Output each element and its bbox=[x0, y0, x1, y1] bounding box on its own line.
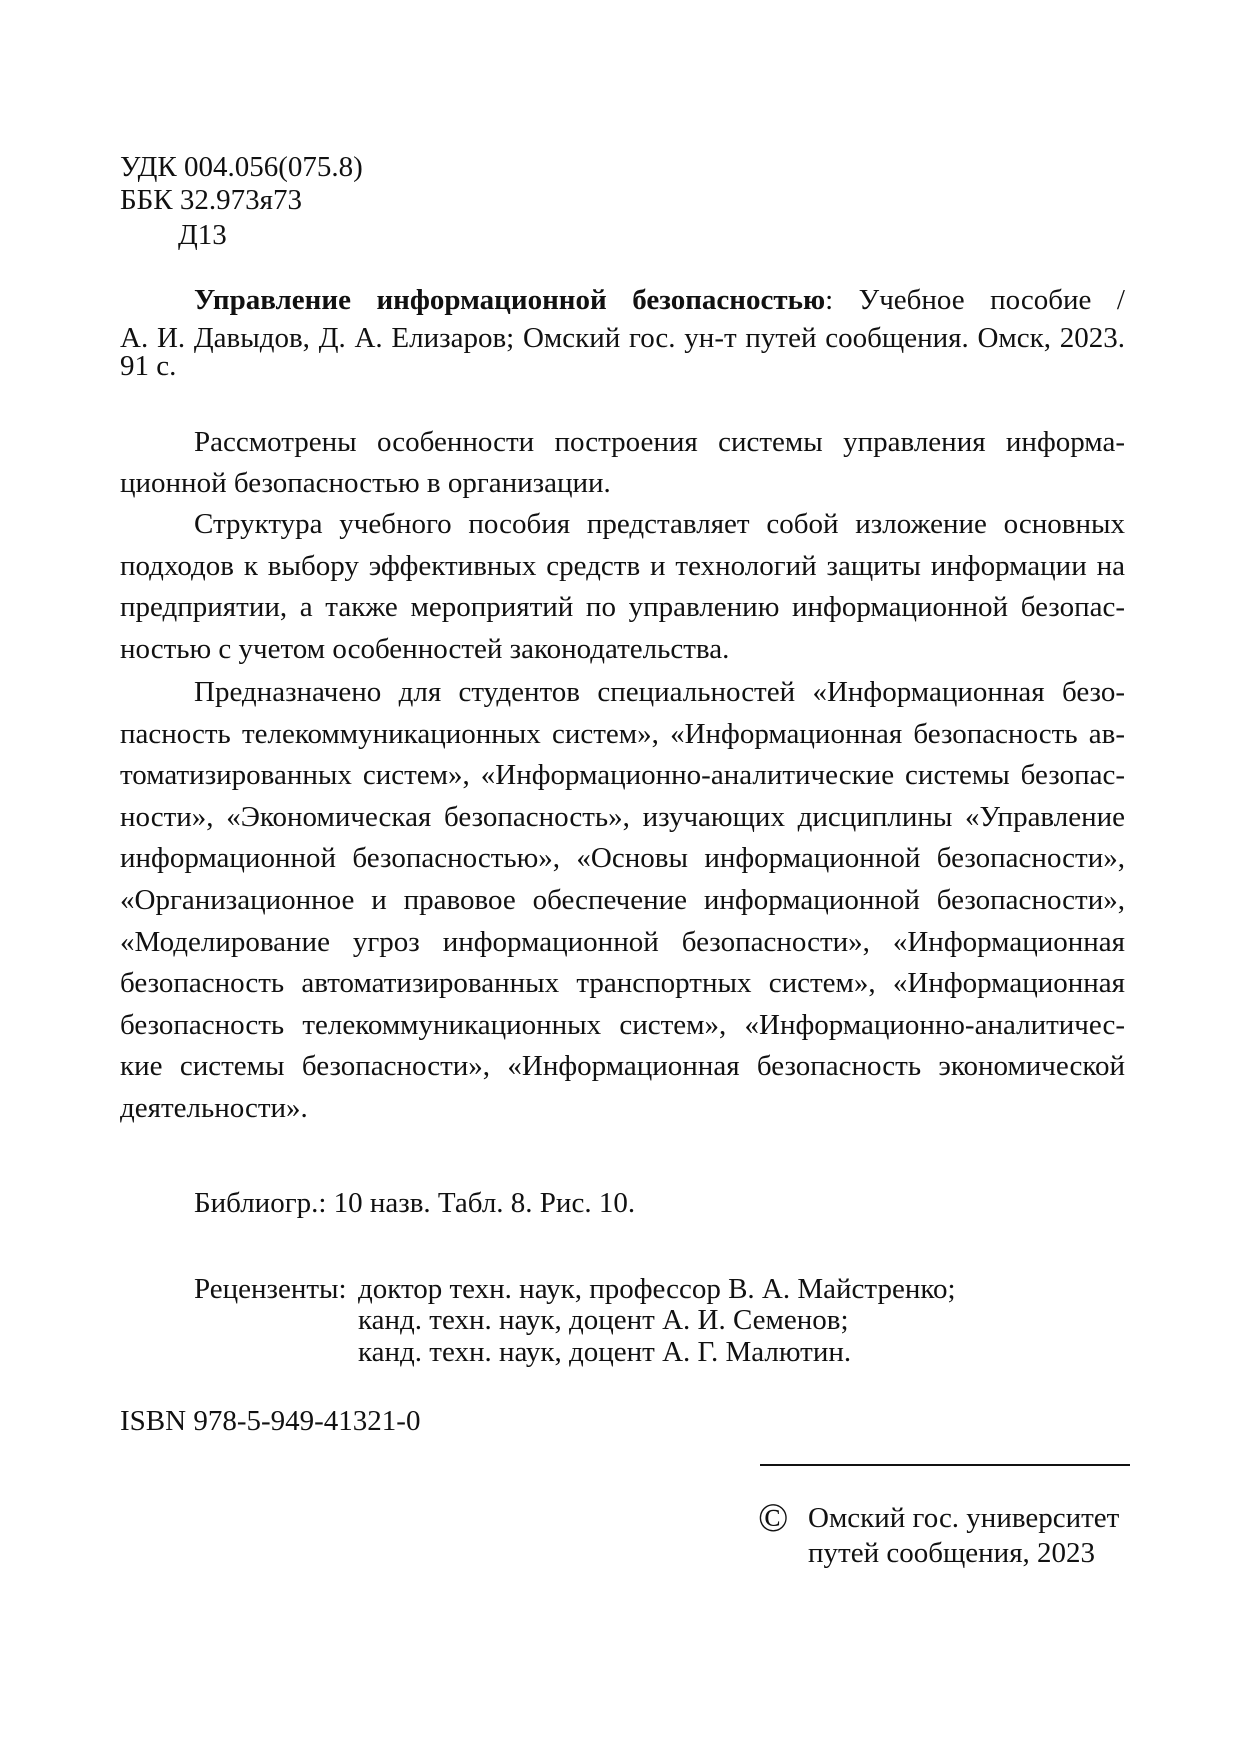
structure-line: ностью с учетом особенностей законодательства. bbox=[120, 632, 730, 665]
reviewers-label: Рецензенты: bbox=[194, 1273, 347, 1305]
copyright-holder: Омский гос. университет bbox=[808, 1502, 1120, 1534]
abstract-line: ционной безопасностью в организации. bbox=[120, 467, 611, 499]
purpose-line: ности», «Экономическая безопасность», изучающих дисциплины «Управление bbox=[120, 800, 1125, 833]
author-sign: Д13 bbox=[178, 219, 227, 251]
purpose-line: информационной безопасностью», «Основы информационной безопасности», bbox=[120, 842, 1125, 875]
structure-line: подходов к выбору эффективных средств и технологий защиты информации на bbox=[120, 549, 1125, 582]
divider-line bbox=[760, 1464, 1130, 1466]
book-type: : Учебное пособие / bbox=[825, 284, 1125, 316]
citation-line-2: А. И. Давыдов, Д. А. Елизаров; Омский гос. ун-т путей сообщения. Омск, 2023. bbox=[120, 322, 1125, 354]
abstract-line: Рассмотрены особенности построения системы управления информа- bbox=[194, 426, 1125, 458]
reviewer: канд. техн. наук, доцент А. И. Семенов; bbox=[358, 1304, 849, 1336]
purpose-line: томатизированных систем», «Информационно-аналитические системы безопас- bbox=[120, 759, 1125, 792]
purpose-line: безопасность автоматизированных транспортных систем», «Информационная bbox=[120, 967, 1125, 1000]
reviewer: доктор техн. наук, профессор В. А. Майстренко; bbox=[358, 1273, 956, 1305]
copyright-year: путей сообщения, 2023 bbox=[808, 1537, 1096, 1569]
purpose-line: деятельности». bbox=[120, 1092, 308, 1124]
purpose-line: кие системы безопасности», «Информационная безопасность экономической bbox=[120, 1050, 1125, 1083]
bibliography-info: Библиогр.: 10 назв. Табл. 8. Рис. 10. bbox=[194, 1187, 636, 1219]
reviewer: канд. техн. наук, доцент А. Г. Малютин. bbox=[358, 1336, 852, 1368]
purpose-line: пасность телекоммуникационных систем», «Информационная безопасность ав- bbox=[120, 717, 1125, 750]
isbn: ISBN 978-5-949-41321-0 bbox=[120, 1405, 421, 1437]
structure-line: предприятии, а также мероприятий по управлению информационной безопас- bbox=[120, 591, 1125, 624]
purpose-line: Предназначено для студентов специальностей «Информационная безо- bbox=[194, 676, 1125, 708]
citation-pages: 91 с. bbox=[120, 350, 177, 382]
udk-code: УДК 004.056(075.8) bbox=[120, 151, 363, 183]
purpose-line: «Моделирование угроз информационной безопасности», «Информационная bbox=[120, 925, 1125, 958]
purpose-line: безопасность телекоммуникационных систем», «Информационно-аналитичес- bbox=[120, 1008, 1125, 1041]
structure-line: Структура учебного пособия представляет собой изложение основных bbox=[194, 508, 1125, 540]
book-title: Управление информационной безопасностью bbox=[194, 284, 826, 316]
citation-line-1 bbox=[194, 280, 1125, 320]
bbk-code: ББК 32.973я73 bbox=[120, 184, 302, 216]
copyright-icon: © bbox=[758, 1495, 789, 1540]
purpose-line: «Организационное и правовое обеспечение информационной безопасности», bbox=[120, 884, 1125, 916]
